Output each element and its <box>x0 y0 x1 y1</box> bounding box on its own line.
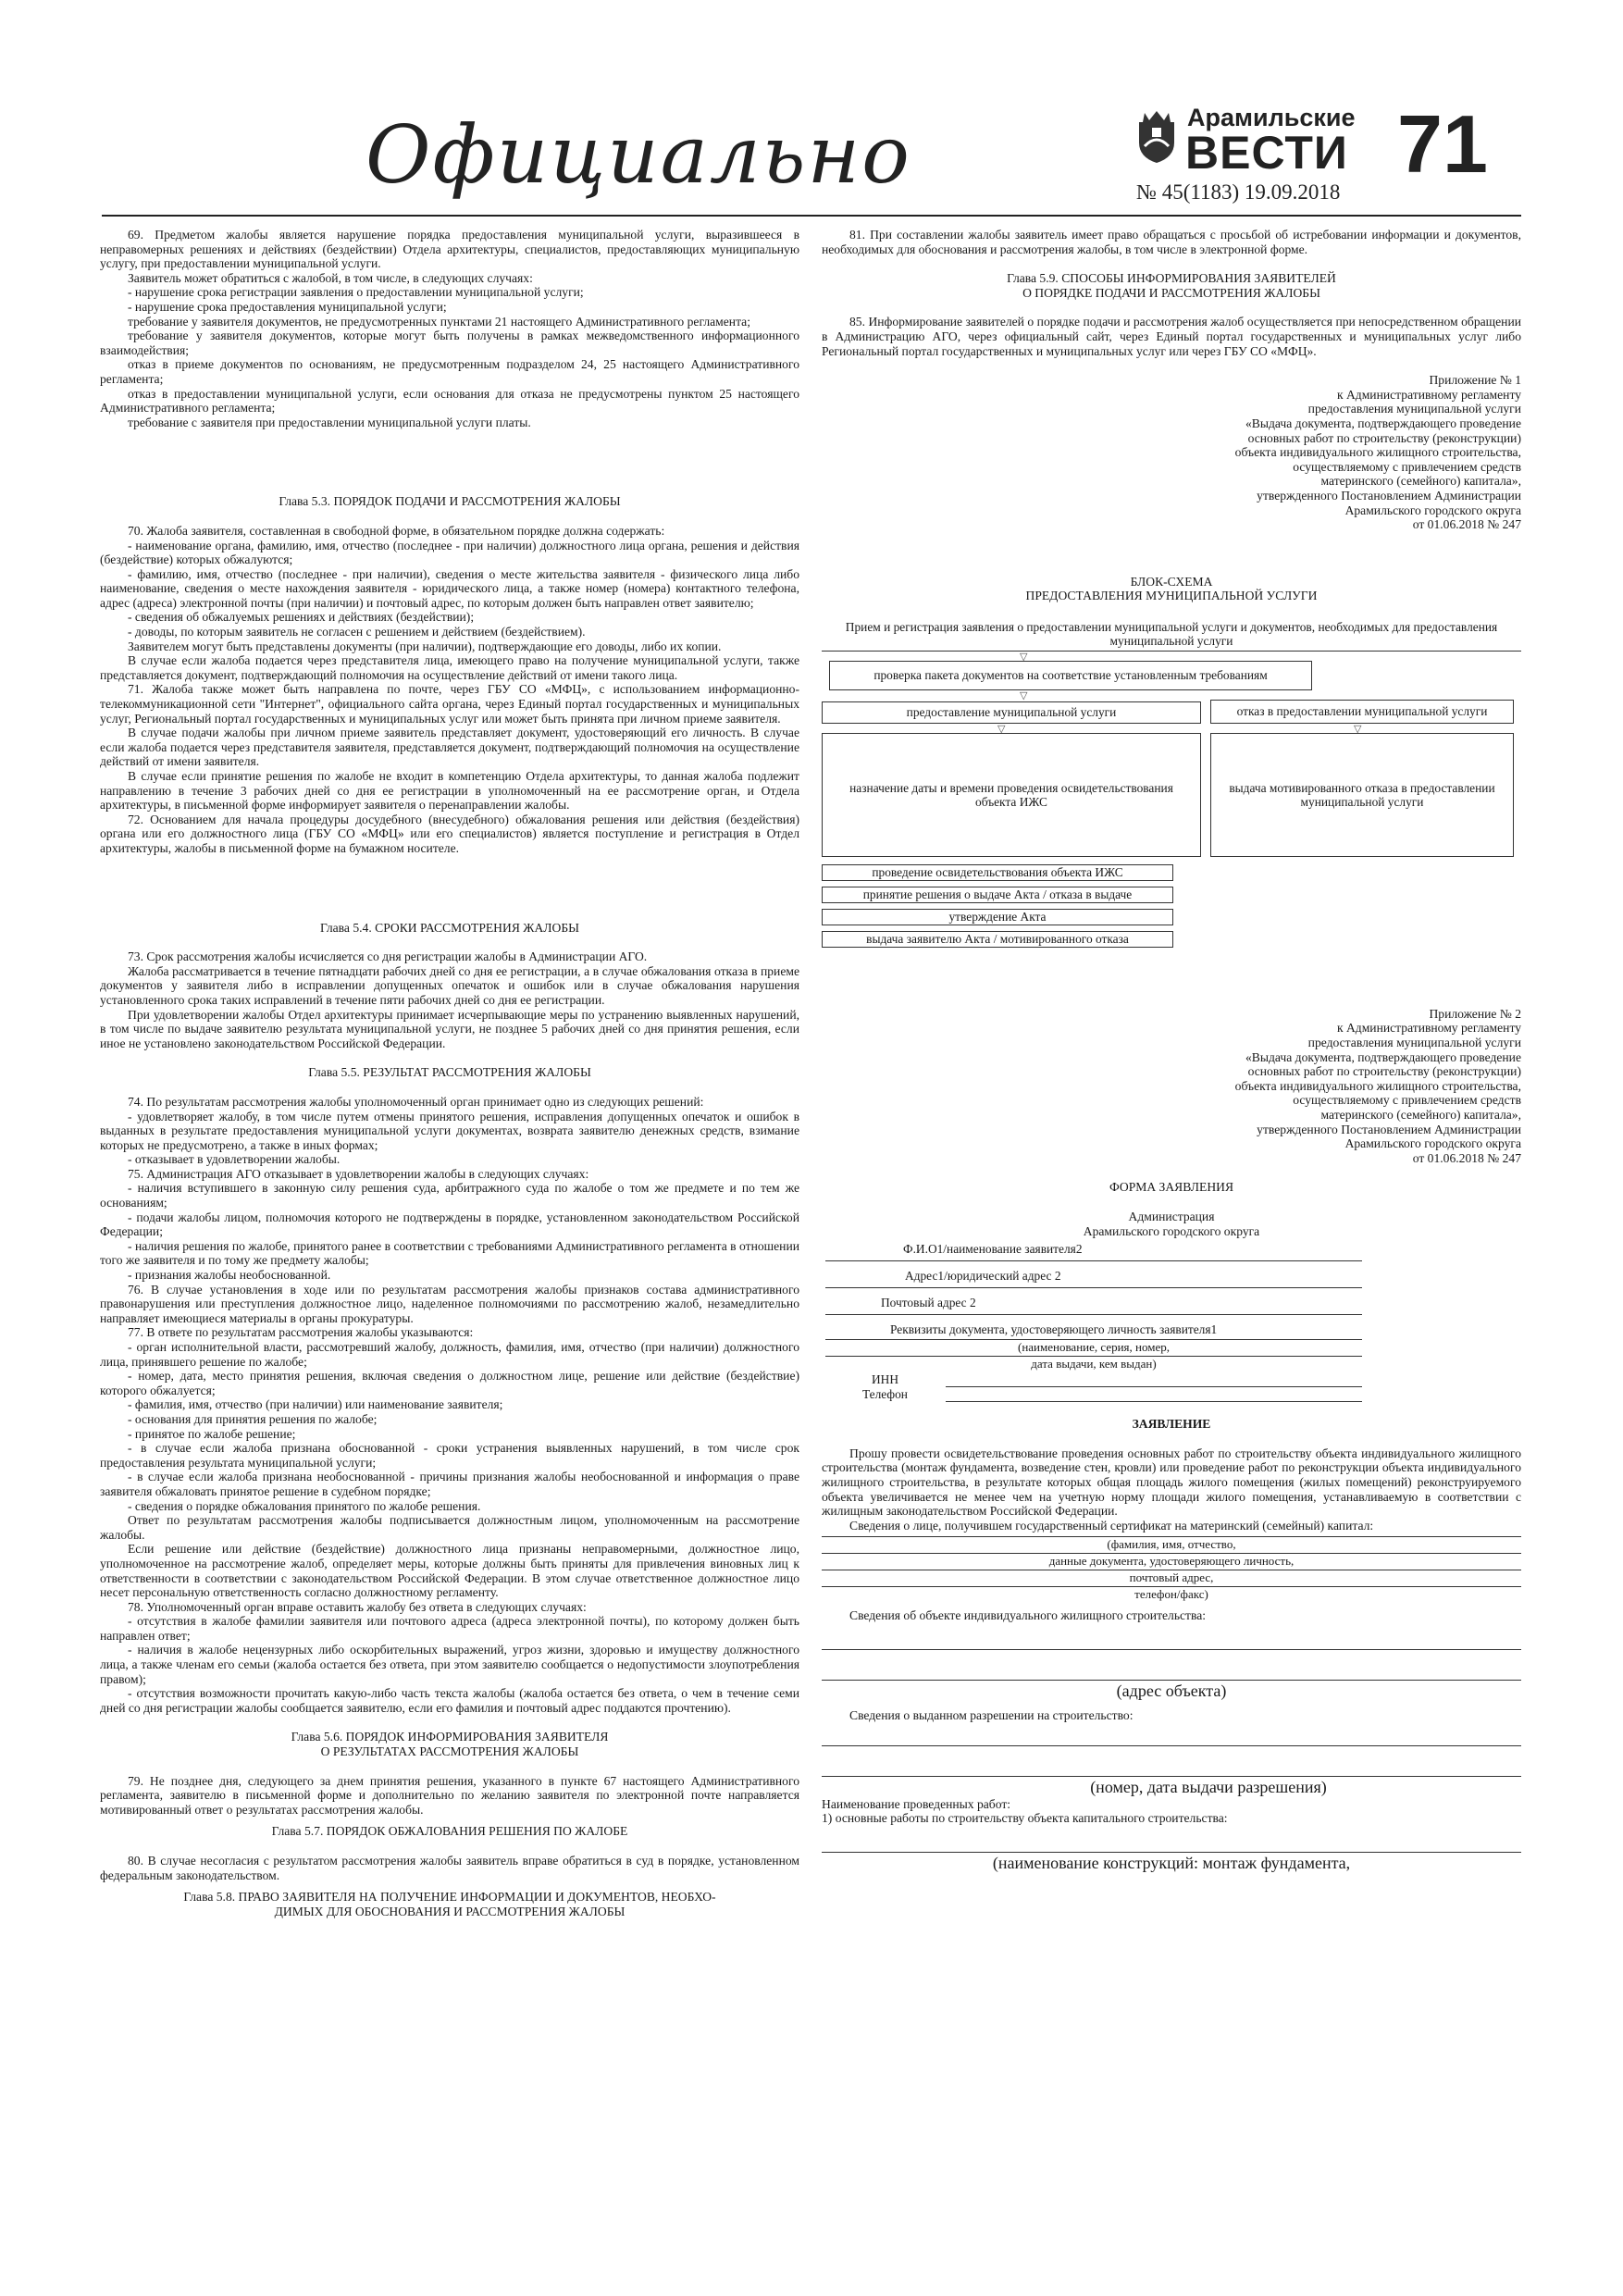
paragraph: В случае если жалоба подается через представителя лица, имеющего право на получение муниципальной услуги, также представляется документ, подтверждающий полномочия на осуществление действий от имени такого лица. <box>100 653 799 682</box>
works-label: Наименование проведенных работ: <box>822 1796 1011 1811</box>
flow-step-issue: выдача заявителю Акта / мотивированного отказа <box>822 931 1173 948</box>
fio-label: Ф.И.О1/наименование заявителя2 <box>903 1242 1083 1257</box>
newspaper-logo <box>1134 102 1367 179</box>
fio-field[interactable] <box>825 1257 1362 1261</box>
page-number: 71 <box>1397 98 1488 190</box>
paragraph: отказ в приеме документов по основаниям, не предусмотренным подразделом 24, 25 настоящего Административного регламента; <box>100 357 799 386</box>
appendix-line: от 01.06.2018 № 247 <box>1412 517 1521 532</box>
paragraph: - удовлетворяет жалобу, в том числе путем отмены принятого решения, исправления допущенных опечаток и ошибок в выданных в результате предоставления муниципальной услуги документах, возврата заявителю денежных средств, взимание которых не предусмотрено, а также в иных формах; <box>100 1109 799 1152</box>
right-column <box>822 228 1521 1873</box>
paragraph: 80. В случае несогласия с результатом рассмотрения жалобы заявитель вправе обратиться в суд в порядке, установленном федеральным законодательством. <box>100 1854 799 1882</box>
works-field[interactable] <box>822 1826 1521 1853</box>
paragraph: Жалоба рассматривается в течение пятнадцати рабочих дней со дня ее регистрации, а в случае обжалования отказа в приеме документов у заявителя либо в исправлении допущенных опечаток и ошибок или в случае обжалования нарушения установленного срока таких исправлений в течение пяти рабочих дней со дня ее регистрации. <box>100 963 799 1007</box>
appendix-line: осуществляемому с привлечением средств <box>1293 1093 1521 1108</box>
cert-label: Сведения о лице, получившем государственный сертификат на материнский (семейный) капитал: <box>849 1518 1374 1533</box>
appendix-line: «Выдача документа, подтверждающего проведение <box>1245 416 1521 430</box>
inn-label: ИНН <box>872 1372 899 1387</box>
paragraph: 76. В случае установления в ходе или по результатам рассмотрения жалобы признаков состава административного правонарушения или преступления должностное лицо, наделенное полномочиями по рассмотрению жалоб, незамедлительно направляет имеющиеся материалы в органы прокуратуры. <box>100 1282 799 1325</box>
paragraph: требование у заявителя документов, которые могут быть получены в рамках межведомственного информационного взаимодействия; <box>100 329 799 357</box>
chapter-heading: О РЕЗУЛЬТАТАХ РАССМОТРЕНИЯ ЖАЛОБЫ <box>320 1744 579 1759</box>
flowchart-subtitle: ПРЕДОСТАВЛЕНИЯ МУНИЦИПАЛЬНОЙ УСЛУГИ <box>1025 589 1318 603</box>
paragraph: Ответ по результатам рассмотрения жалобы подписывается должностным лицом, уполномоченным на рассмотрение жалобы. <box>100 1513 799 1542</box>
paragraph: - фамилия, имя, отчество (при наличии) или наименование заявителя; <box>128 1397 503 1412</box>
addressee-line: Администрация <box>1128 1210 1215 1223</box>
appendix-line: утвержденного Постановлением Администрации <box>1257 488 1521 503</box>
flow-step-schedule: назначение даты и времени проведения освидетельствования объекта ИЖС <box>822 733 1201 857</box>
logo-big-text: ВЕСТИ <box>1185 127 1348 179</box>
arrow-down-icon: ▽ <box>1020 650 1028 663</box>
paragraph: - нарушение срока регистрации заявления о предоставлении муниципальной услуги; <box>128 285 584 300</box>
docs-label: Реквизиты документа, удостоверяющего личность заявителя1 <box>890 1322 1218 1337</box>
issue-info: № 45(1183) 19.09.2018 <box>1136 180 1341 204</box>
appendix-line: к Административному регламенту <box>1336 387 1521 402</box>
paragraph: - принятое по жалобе решение; <box>128 1426 296 1441</box>
inn-field[interactable] <box>946 1384 1362 1387</box>
permit-caption: (номер, дата выдачи разрешения) <box>1090 1777 1327 1796</box>
paragraph: Заявитель может обратиться с жалобой, в том числе, в следующих случаях: <box>128 270 533 285</box>
arrow-down-icon: ▽ <box>1020 689 1028 701</box>
paragraph: отказ в предоставлении муниципальной услуги, если основания для отказа не предусмотрены пунктом 25 настоящего Административного регламента; <box>100 386 799 416</box>
address-field[interactable] <box>825 1284 1362 1288</box>
paragraph: 81. При составлении жалобы заявитель имеет право обращаться с просьбой об истребовании информации и документов, необходимых для обоснования и рассмотрения жалобы, в том числе в электронной форме. <box>822 228 1521 256</box>
postal-label: Почтовый адрес 2 <box>881 1296 976 1310</box>
paragraph: - отсутствия в жалобе фамилии заявителя или почтового адреса (адреса электронной почты), по которому должен быть направлен ответ; <box>100 1614 799 1643</box>
chapter-heading: Глава 5.4. СРОКИ РАССМОТРЕНИЯ ЖАЛОБЫ <box>320 920 579 935</box>
flow-step-inspection: проведение освидетельствования объекта ИЖС <box>822 864 1173 881</box>
appendix-line: «Выдача документа, подтверждающего проведение <box>1245 1049 1521 1064</box>
cert-caption: данные документа, удостоверяющего личность, <box>1048 1554 1295 1569</box>
address-label: Адрес1/юридический адрес 2 <box>905 1269 1061 1284</box>
chapter-heading: ДИМЫХ ДЛЯ ОБОСНОВАНИЯ И РАССМОТРЕНИЯ ЖАЛОБЫ <box>274 1904 626 1918</box>
appendix-line: Арамильского городского округа <box>1344 503 1521 517</box>
cert-caption: телефон/факс) <box>1134 1587 1208 1602</box>
appendix-line: предоставления муниципальной услуги <box>1307 402 1521 416</box>
paragraph: 73. Срок рассмотрения жалобы исчисляется со дня регистрации жалобы в Администрации АГО. <box>128 949 648 964</box>
appendix-line: объекта индивидуального жилищного строительства, <box>1234 445 1521 460</box>
flow-step-check: проверка пакета документов на соответствие установленным требованиям <box>829 661 1312 690</box>
chapter-heading: Глава 5.9. СПОСОБЫ ИНФОРМИРОВАНИЯ ЗАЯВИТЕЛЕЙ <box>1007 271 1336 286</box>
logo-small-text: Арамильские <box>1187 104 1356 131</box>
statement-text: Прошу провести освидетельствование проведения основных работ по строительству объекта индивидуального жилищного строительства (монтаж фундамента, возведение стен, кровли) или проведение работ по реконструкции объекта индивидуального жилищного строительства, в результате которых общая площадь жилого помещения (жилых помещений) реконструируемого объекта увеличивается не менее чем на учетную норму площади жилого помещения, устанавливаемую в соответствии с жилищным законодательством Российской Федерации. <box>822 1446 1521 1519</box>
appendix-line: материнского (семейного) капитала», <box>1320 474 1521 489</box>
permit-label: Сведения о выданном разрешении на строительство: <box>849 1707 1134 1722</box>
chapter-heading: Глава 5.3. ПОРЯДОК ПОДАЧИ И РАССМОТРЕНИЯ ЖАЛОБЫ <box>279 494 621 509</box>
paragraph: - основания для принятия решения по жалобе; <box>128 1411 378 1426</box>
paragraph: - наличия решения по жалобе, принятого ранее в соответствии с требованиями Административного регламента в отношении того же заявителя и по тому же предмету жалобы; <box>100 1238 799 1268</box>
chapter-heading: Глава 5.6. ПОРЯДОК ИНФОРМИРОВАНИЯ ЗАЯВИТЕЛЯ <box>291 1730 609 1744</box>
paragraph: - в случае если жалоба признана необоснованной - причины признания жалобы необоснованной и информация о праве заявителя обжаловать принятое решение в судебном порядке; <box>100 1470 799 1498</box>
left-column <box>100 228 799 1918</box>
chapter-heading: Глава 5.5. РЕЗУЛЬТАТ РАССМОТРЕНИЯ ЖАЛОБЫ <box>308 1065 591 1080</box>
section-title: Официально <box>365 109 911 202</box>
appendix-line: осуществляемому с привлечением средств <box>1293 459 1521 474</box>
paragraph: - орган исполнительной власти, рассмотревший жалобу, должность, фамилия, имя, отчество (при наличии) должностного лица, принявшего решение по жалобе; <box>100 1340 799 1369</box>
paragraph: 78. Уполномоченный орган вправе оставить жалобу без ответа в следующих случаях: <box>128 1599 587 1614</box>
object-field[interactable] <box>822 1623 1521 1650</box>
addressee-line: Арамильского городского округа <box>1083 1223 1260 1238</box>
phone-field[interactable] <box>946 1399 1362 1402</box>
appendix-line: основных работ по строительству (реконструкции) <box>1247 430 1521 445</box>
appendix-2-block <box>822 1007 1521 1166</box>
paragraph: - подачи жалобы лицом, полномочия которого не подтверждены в порядке, установленном законодательством Российской Федерации; <box>100 1210 799 1239</box>
works-caption: (наименование конструкций: монтаж фундамента, <box>992 1853 1351 1872</box>
object-label: Сведения об объекте индивидуального жилищного строительства: <box>849 1608 1207 1623</box>
appendix-line: объекта индивидуального жилищного строительства, <box>1234 1078 1521 1093</box>
header-rule <box>102 215 1521 217</box>
appendix-line: предоставления муниципальной услуги <box>1307 1036 1521 1050</box>
paragraph: 77. В ответе по результатам рассмотрения жалобы указываются: <box>128 1325 474 1340</box>
paragraph: - наличия вступившего в законную силу решения суда, арбитражного суда по жалобе о том же предмете и по тем же основаниям; <box>100 1181 799 1210</box>
cert-caption: почтовый адрес, <box>1129 1570 1214 1585</box>
paragraph: требование у заявителя документов, не предусмотренных пунктами 21 настоящего Административного регламента; <box>128 314 750 329</box>
paragraph: Если решение или действие (бездействие) должностного лица признаны неправомерными, должностное лицо, уполномоченное на рассмотрение жалоб, определяет меры, которые должны быть приняты для привлечения виновных лиц к ответственности в соответствии с законодательством Российской Федерации. В этом случае ответственное должностное лицо несет персональную ответственность согласно должностному регламенту. <box>100 1542 799 1600</box>
permit-field-2[interactable] <box>822 1746 1521 1777</box>
paragraph: - наименование органа, фамилию, имя, отчество (последнее - при наличии) должностного лица органа, решения и действия (бездействие) которых обжалуются; <box>100 538 799 567</box>
paragraph: При удовлетворении жалобы Отдел архитектуры принимает исчерпывающие меры по устранению выявленных нарушений, в том числе по выдаче заявителю результата муниципальной услуги, не позднее 5 рабочих дней со дня принятия решения, если иное не установлено законодательством Российской Федерации. <box>100 1007 799 1050</box>
flowchart <box>822 609 1521 1007</box>
arrow-down-icon: ▽ <box>997 722 1006 735</box>
flowchart-title: БЛОК-СХЕМА <box>1130 574 1213 589</box>
paragraph: - нарушение срока предоставления муниципальной услуги; <box>128 299 447 314</box>
flow-step-receive: Прием и регистрация заявления о предоставлении муниципальной услуги и документов, необходимых для предоставления муниципальной услуги <box>822 618 1521 652</box>
phone-label: Телефон <box>862 1387 908 1402</box>
appendix-line: к Административному регламенту <box>1336 1021 1521 1036</box>
paragraph: - наличия в жалобе нецензурных либо оскорбительных выражений, угроз жизни, здоровью и имуществу должностного лица, а также членам его семьи (жалоба остается без ответа, при этом заявителю сообщается о недопустимости злоупотребления правом); <box>100 1643 799 1686</box>
crest-icon <box>1134 109 1180 165</box>
paragraph: 70. Жалоба заявителя, составленная в свободной форме, в обязательном порядке должна содержать: <box>128 523 665 538</box>
cert-caption: (фамилия, имя, отчество, <box>1107 1537 1236 1552</box>
docs-caption: (наименование, серия, номер, <box>1018 1340 1170 1355</box>
appendix-line: Приложение № 1 <box>1429 373 1521 388</box>
paragraph: В случае если принятие решения по жалобе не входит в компетенцию Отдела архитектуры, то данная жалоба подлежит направлению в течение 3 рабочих дней со дня ее регистрации в уполномоченный на ее рассмотрение орган, и Отдела архитектуры, в письменной форме информирует заявителя о перенаправлении жалобы. <box>100 769 799 813</box>
works-item: 1) основные работы по строительству объекта капитального строительства: <box>822 1811 1228 1826</box>
appendix-line: основных работ по строительству (реконструкции) <box>1247 1064 1521 1079</box>
paragraph: Заявителем могут быть представлены документы (при наличии), подтверждающие его доводы, либо их копии. <box>128 639 722 653</box>
paragraph: - фамилию, имя, отчество (последнее - при наличии), сведения о месте жительства заявителя - физического лица либо наименование, сведения о месте нахождения заявителя - юридического лица, а также номер (номера) контактного телефона, адрес (адреса) электронной почты (при наличии) и почтовый адрес, по которым должен быть направлен ответ заявителю; <box>100 566 799 610</box>
appendix-line: утвержденного Постановлением Администрации <box>1257 1122 1521 1136</box>
paragraph: 85. Информирование заявителей о порядке подачи и рассмотрения жалоб осуществляется при непосредственном обращении в Администрацию АГО, через официальный сайт, через Единый портал государственных и муниципальных услуг либо Региональный портал государственных и муниципальных услуг или через ГБУ СО «МФЦ». <box>822 315 1521 358</box>
appendix-1-block <box>822 373 1521 532</box>
appendix-line: материнского (семейного) капитала», <box>1320 1108 1521 1123</box>
object-caption: (адрес объекта) <box>1116 1681 1227 1700</box>
paragraph: - сведения о порядке обжалования принятого по жалобе решения. <box>128 1498 481 1513</box>
appendix-line: Арамильского городского округа <box>1344 1136 1521 1151</box>
paragraph: 75. Администрация АГО отказывает в удовлетворении жалобы в следующих случаях: <box>128 1166 589 1181</box>
paragraph: 72. Основанием для начала процедуры досудебного (внесудебного) обжалования решения или действия (бездействия) органа или его должностного лица (ГБУ СО «МФЦ» или его специалистов) является поступление и регистрация в Отдел архитектуры, жалобы в письменной форме на бумажном носителе. <box>100 812 799 855</box>
paragraph: - номер, дата, место принятия решения, включая сведения о должностном лице, решение или действие (бездействие) которого обжалуется; <box>100 1369 799 1397</box>
paragraph: - в случае если жалоба признана обоснованной - сроки устранения выявленных нарушений, в том числе срок предоставления результата муниципальной услуги; <box>100 1441 799 1470</box>
permit-field[interactable] <box>822 1723 1521 1746</box>
appendix-line: от 01.06.2018 № 247 <box>1412 1150 1521 1165</box>
paragraph: - отсутствия возможности прочитать какую-либо часть текста жалобы (жалоба остается без ответа, о чем в течение семи дней со дня регистрации жалобы сообщается заявителю, если его фамилия и почтовый адрес поддаются прочтению). <box>100 1686 799 1715</box>
arrow-down-icon: ▽ <box>1354 722 1362 735</box>
chapter-heading: Глава 5.7. ПОРЯДОК ОБЖАЛОВАНИЯ РЕШЕНИЯ ПО ЖАЛОБЕ <box>271 1824 628 1839</box>
docs-caption: дата выдачи, кем выдан) <box>1031 1357 1157 1371</box>
paragraph: 79. Не позднее дня, следующего за днем принятия решения, указанного в пункте 67 настоящего Административного регламента, заявителю в письменной форме и дополнительно по желанию заявителя по электронной почте направляется мотивированный ответ о результатах рассмотрения жалобы. <box>100 1773 799 1817</box>
paragraph: - доводы, по которым заявитель не согласен с решением и действием (бездействием). <box>128 625 586 639</box>
object-field-2[interactable] <box>822 1650 1521 1681</box>
flow-step-decision: принятие решения о выдаче Акта / отказа в выдаче <box>822 887 1173 903</box>
paragraph: - сведения об обжалуемых решениях и действиях (бездействии); <box>128 610 475 625</box>
paragraph: - признания жалобы необоснованной. <box>128 1268 331 1283</box>
statement-title: ЗАЯВЛЕНИЕ <box>1132 1417 1211 1432</box>
paragraph: требование с заявителя при предоставлении муниципальной услуги платы. <box>128 415 531 429</box>
flow-step-refuse: отказ в предоставлении муниципальной услуги <box>1210 700 1514 724</box>
chapter-heading: Глава 5.8. ПРАВО ЗАЯВИТЕЛЯ НА ПОЛУЧЕНИЕ ИНФОРМАЦИИ И ДОКУМЕНТОВ, НЕОБХО- <box>183 1890 716 1905</box>
paragraph: 71. Жалоба также может быть направлена по почте, через ГБУ СО «МФЦ», с использованием информационно-телекоммуникационной сети "Интернет", официального сайта органа, через Единый портал государственных и муниципальных услуг, Региональный портал государственных и муниципальных услуг или может быть принята при личном приеме заявителя. <box>100 682 799 726</box>
form-title: ФОРМА ЗАЯВЛЕНИЯ <box>1109 1180 1234 1195</box>
paragraph: В случае подачи жалобы при личном приеме заявитель представляет документ, удостоверяющий его личность. В случае если жалоба подается через представителя заявителя, представляется документ, подтверждающий полномочия на осуществление действий от имени заявителя. <box>100 726 799 769</box>
paragraph: - отказывает в удовлетворении жалобы. <box>128 1152 341 1167</box>
applicant-fields <box>825 1242 1362 1402</box>
postal-field[interactable] <box>825 1310 1362 1315</box>
appendix-line: Приложение № 2 <box>1429 1006 1521 1021</box>
paragraph: 74. По результатам рассмотрения жалобы уполномоченный орган принимает одно из следующих решений: <box>128 1094 704 1109</box>
flow-step-provide: предоставление муниципальной услуги <box>822 701 1201 724</box>
flow-step-approve: утверждение Акта <box>822 909 1173 925</box>
flow-step-refusal-issue: выдача мотивированного отказа в предоставлении муниципальной услуги <box>1210 733 1514 857</box>
paragraph: 69. Предметом жалобы является нарушение порядка предоставления муниципальной услуги, выразившееся в неправомерных решениях и действиях (бездействии) Отдела архитектуры, специалистов, предоставляющих муниципальную услугу, при предоставлении муниципальной услуги. <box>100 228 799 271</box>
chapter-heading: О ПОРЯДКЕ ПОДАЧИ И РАССМОТРЕНИЯ ЖАЛОБЫ <box>1022 285 1320 300</box>
